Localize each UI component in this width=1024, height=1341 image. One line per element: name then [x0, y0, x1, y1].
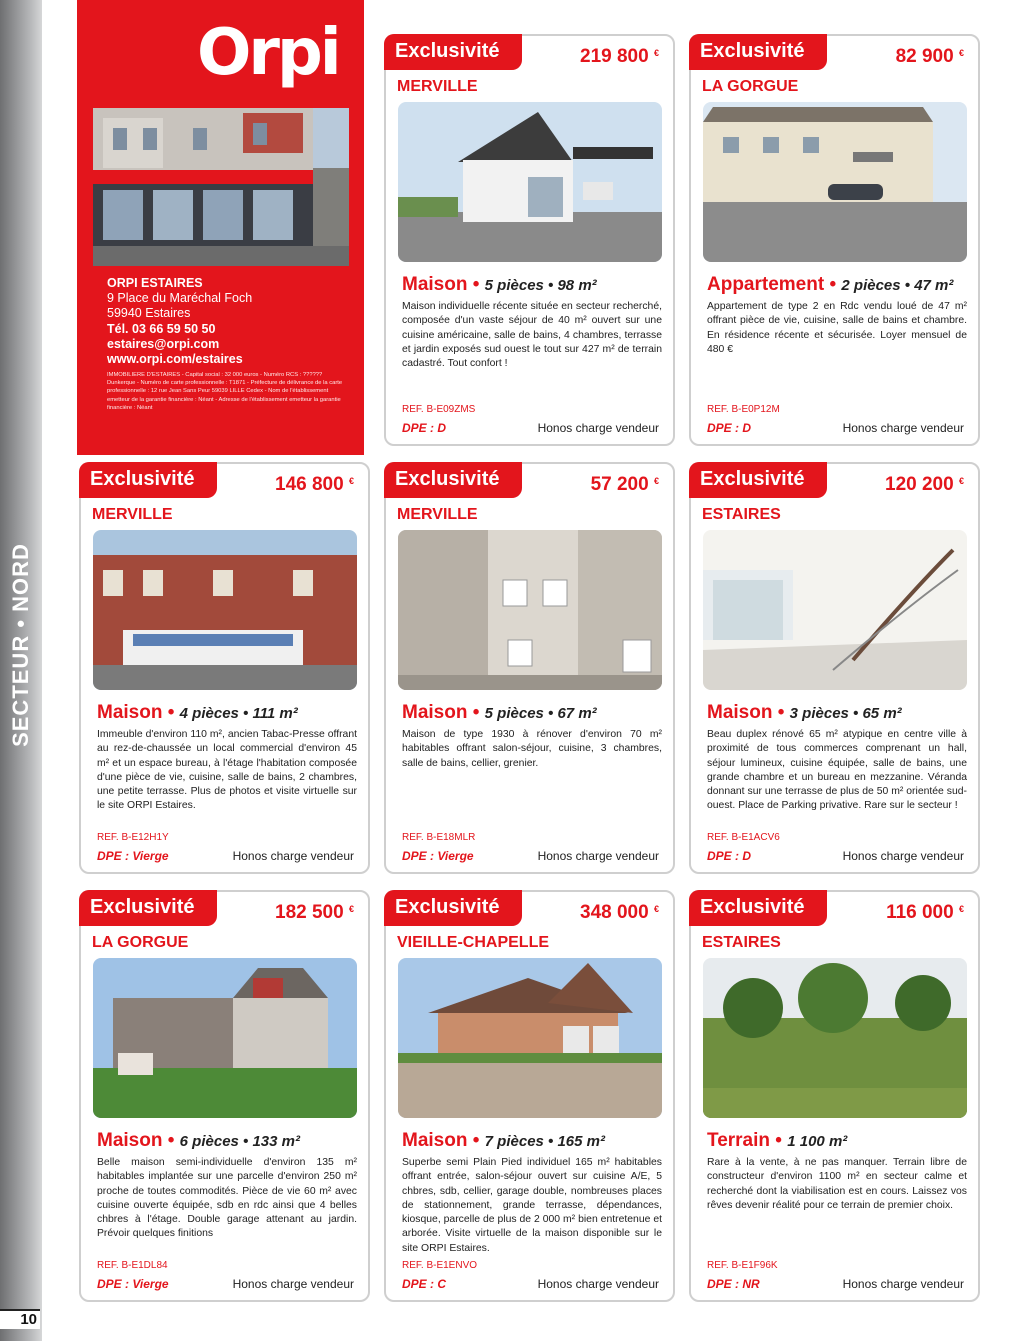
- listing-price: 116 000 €: [886, 902, 964, 923]
- listing-description: Immeuble d'environ 110 m², ancien Tabac-Presse offrant au rez-de-chaussée un local commercial d'environ 45 m² et un espace bureau, à l'étage l'habitation composée d'une pièce de vie, cuisine, salle de bains, 2 chambres, une petite terrasse. Plus de photos et visite virtuelle sur le site ORPI Estaires.: [97, 729, 357, 812]
- listing-reference: REF. B-E12H1Y: [97, 832, 169, 843]
- listing-photo[interactable]: [703, 958, 967, 1118]
- listing-photo[interactable]: [703, 102, 967, 262]
- listing-photo[interactable]: [398, 102, 662, 262]
- listing-dpe: DPE : NR: [707, 1277, 760, 1291]
- listing-city: MERVILLE: [92, 506, 173, 523]
- listing-fees: Honos charge vendeur: [842, 849, 964, 863]
- agency-storefront-photo: [93, 108, 349, 266]
- listing-fees: Honos charge vendeur: [537, 849, 659, 863]
- listing-reference: REF. B-E1ENVO: [402, 1260, 478, 1271]
- listing-card[interactable]: [79, 890, 370, 1302]
- listing-photo[interactable]: [703, 530, 967, 690]
- listing-fees: Honos charge vendeur: [537, 1277, 659, 1291]
- listing-dpe: DPE : D: [402, 421, 447, 435]
- listing-price: 57 200 €: [590, 474, 659, 495]
- agency-name: ORPI ESTAIRES: [107, 276, 203, 290]
- listing-title: Appartement • 2 pièces • 47 m²: [707, 274, 954, 295]
- listing-description: Beau duplex rénové 65 m² atypique en centre ville à proximité de tous commerces comprenant un hall, séjour lumineux, cuisine équipée, salle de bains, une grande chambre et un bureau en mezzanine. Véranda donnant sur une terrasse de plus de 50 m² orientée sud-ouest. Place de Parking privative. Rare sur le secteur !: [707, 729, 967, 812]
- agency-legal-text: IMMOBILIERE D'ESTAIRES - Capital social : 32 000 euros - Numéro RCS : ?????? Dunkerque - Numéro de carte professionnelle : T1871 - Préfecture de délivrance de la carte professionnelle : 12 rue Jean Sans Peur 59039 LILLE Cedex - Nom de l'établissement emetteur de la garantie financière : Néant - Adresse de l'établissement emetteur la garantie financière : Néant: [107, 372, 343, 411]
- listing-title: Maison • 4 pièces • 111 m²: [97, 702, 298, 723]
- listing-photo[interactable]: [398, 530, 662, 690]
- listing-city: ESTAIRES: [702, 934, 781, 951]
- listing-city: VIEILLE-CHAPELLE: [397, 934, 550, 951]
- listing-description: Appartement de type 2 en Rdc vendu loué de 47 m² offrant pièce de vie, cuisine, salle de bains et chambre. En résidence récente et sécurisée. Loyer mensuel de 480 €: [707, 301, 967, 355]
- listing-card[interactable]: [689, 34, 980, 446]
- listing-title: Maison • 5 pièces • 98 m²: [402, 274, 597, 295]
- listing-fees: Honos charge vendeur: [842, 421, 964, 435]
- listing-dpe: DPE : D: [707, 421, 752, 435]
- listing-description: Belle maison semi-individuelle d'environ 135 m² habitables implantée sur une parcelle d'environ 250 m² proche de toutes commodités. Pièce de vie 60 m² avec cuisine ouverte équipée, sdb en rdc ainsi que 4 belles chbres à l'étage. Double garage attenant au jardin. Prévoir quelques finitions: [97, 1157, 357, 1240]
- listing-description: Maison de type 1930 à rénover d'environ 70 m² habitables offrant salon-séjour, cuisine, 3 chambres, salle de bains, cellier, grenier.: [402, 729, 662, 769]
- listing-dpe: DPE : Vierge: [97, 1277, 169, 1291]
- exclusivite-badge: Exclusivité: [384, 462, 522, 498]
- listing-title: Terrain • 1 100 m²: [707, 1130, 848, 1151]
- listing-photo[interactable]: [398, 958, 662, 1118]
- listing-reference: REF. B-E1F96K: [707, 1260, 778, 1271]
- listing-fees: Honos charge vendeur: [537, 421, 659, 435]
- agency-address-1: 9 Place du Maréchal Foch: [107, 291, 253, 306]
- exclusivite-badge: Exclusivité: [689, 34, 827, 70]
- listing-city: MERVILLE: [397, 78, 478, 95]
- listing-reference: REF. B-E1DL84: [97, 1260, 168, 1271]
- listing-city: MERVILLE: [397, 506, 478, 523]
- listing-price: 219 800 €: [580, 46, 659, 67]
- listing-title: Maison • 7 pièces • 165 m²: [402, 1130, 605, 1151]
- listing-fees: Honos charge vendeur: [232, 1277, 354, 1291]
- listing-fees: Honos charge vendeur: [842, 1277, 964, 1291]
- listing-price: 348 000 €: [580, 902, 659, 923]
- listing-card[interactable]: [79, 462, 370, 874]
- listing-card[interactable]: [689, 462, 980, 874]
- page-number: 10: [0, 1309, 40, 1329]
- listing-price: 120 200 €: [885, 474, 964, 495]
- listing-price: 182 500 €: [275, 902, 354, 923]
- listing-dpe: DPE : Vierge: [97, 849, 169, 863]
- agency-address-2: 59940 Estaires: [107, 306, 191, 321]
- listing-description: Maison individuelle récente située en secteur recherché, composée d'un vaste séjour de 40 m² ouvert sur une cuisine américaine, salle de bains, 4 chambres, terrasse et jardin exposés sud ouest le tout sur 427 m² de terrain cadastré. Tout confort !: [402, 301, 662, 370]
- listing-price: 82 900 €: [895, 46, 964, 67]
- listing-fees: Honos charge vendeur: [232, 849, 354, 863]
- listing-price: 146 800 €: [275, 474, 354, 495]
- agency-phone[interactable]: Tél. 03 66 59 50 50: [107, 321, 216, 336]
- listing-description: Rare à la vente, à ne pas manquer. Terrain libre de constructeur d'environ 1100 m² en secteur calme et recherché dont la viabilisation est en cours. Laissez vos rêves devenir réalité pour ce terrain de premier choix.: [707, 1157, 967, 1211]
- listing-reference: REF. B-E0P12M: [707, 404, 780, 415]
- listing-city: LA GORGUE: [702, 78, 799, 95]
- listing-card[interactable]: [384, 462, 675, 874]
- listing-reference: REF. B-E09ZMS: [402, 404, 476, 415]
- exclusivite-badge: Exclusivité: [79, 462, 217, 498]
- listing-photo[interactable]: [93, 958, 357, 1118]
- listing-dpe: DPE : C: [402, 1277, 447, 1291]
- agency-panel: [77, 0, 364, 455]
- sidebar: [0, 0, 42, 1341]
- sector-label: SECTEUR • NORD: [8, 543, 34, 747]
- agency-email[interactable]: estaires@orpi.com: [107, 336, 220, 351]
- listing-reference: REF. B-E18MLR: [402, 832, 476, 843]
- agency-website[interactable]: www.orpi.com/estaires: [107, 352, 243, 367]
- listing-title: Maison • 3 pièces • 65 m²: [707, 702, 902, 723]
- listing-reference: REF. B-E1ACV6: [707, 832, 780, 843]
- orpi-logo: [195, 16, 345, 88]
- svg-text:Orpi: Orpi: [197, 16, 339, 88]
- exclusivite-badge: Exclusivité: [689, 890, 827, 926]
- listing-card[interactable]: [689, 890, 980, 1302]
- listing-dpe: DPE : Vierge: [402, 849, 474, 863]
- exclusivite-badge: Exclusivité: [384, 890, 522, 926]
- exclusivite-badge: Exclusivité: [689, 462, 827, 498]
- listing-photo[interactable]: [93, 530, 357, 690]
- listing-dpe: DPE : D: [707, 849, 752, 863]
- listing-card[interactable]: [384, 34, 675, 446]
- exclusivite-badge: Exclusivité: [79, 890, 217, 926]
- listing-card[interactable]: [384, 890, 675, 1302]
- listing-description: Superbe semi Plain Pied individuel 165 m² habitables offrant entrée, salon-séjour ouvert sur cuisine A/E, 5 chbres, sdb, cellier, garage double, nombreuses places de stationnement, grande terrasse, dépendances, kiosque, parcelle de plus de 2 000 m² bien entretenue et arborée. Visite virtuelle de la maison disponible sur le site ORPI Estaires.: [402, 1157, 662, 1254]
- listing-title: Maison • 6 pièces • 133 m²: [97, 1130, 300, 1151]
- listing-title: Maison • 5 pièces • 67 m²: [402, 702, 597, 723]
- listing-city: LA GORGUE: [92, 934, 189, 951]
- agency-contact: [107, 276, 252, 367]
- listing-city: ESTAIRES: [702, 506, 781, 523]
- exclusivite-badge: Exclusivité: [384, 34, 522, 70]
